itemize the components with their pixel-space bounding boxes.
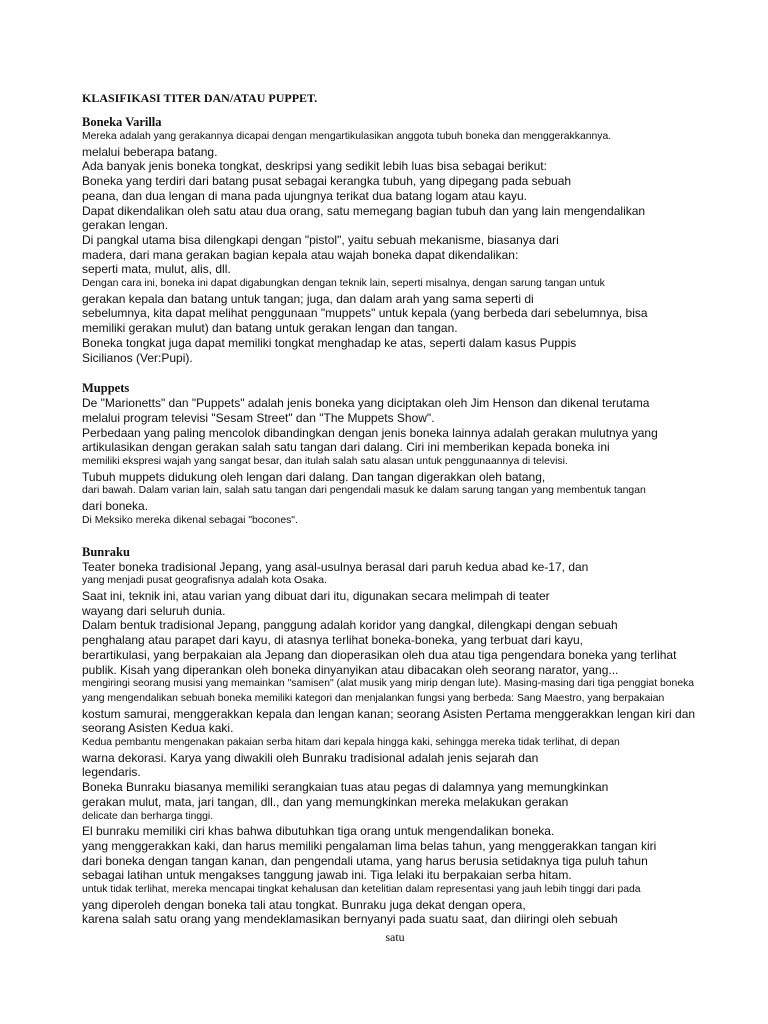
document-title: KLASIFIKASI TITER DAN/ATAU PUPPET.: [82, 91, 318, 105]
paragraph-line: Sicilianos (Ver:Pupi).: [82, 350, 193, 365]
paragraph-line: dari boneka dengan tangan kanan, dan pengendali utama, yang harus berusia setidaknya tiga puluh tahun: [82, 853, 648, 868]
paragraph-line: Dapat dikendalikan oleh satu atau dua orang, satu memegang bagian tubuh dan yang lain mengendalikan: [82, 203, 646, 218]
paragraph-line: seorang Asisten Kedua kaki.: [82, 721, 234, 736]
paragraph-line: mengiringi seorang musisi yang memainkan "samisen" (alat musik yang mirip dengan lute). Masing-masing dari tiga penggiat boneka: [82, 678, 695, 690]
paragraph-line: sebagai latihan untuk mengakses tanggung jawab ini. Tiga lelaki itu berpakaian serba hitam.: [82, 868, 572, 883]
paragraph-line: madera, dari mana gerakan bagian kepala atau wajah boneka dapat dikendalikan:: [82, 247, 519, 262]
paragraph-line: sebelumnya, kita dapat melihat penggunaan "muppets" untuk kepala (yang berbeda dari sebelumnya, bisa: [82, 306, 648, 321]
paragraph-line: melalui program televisi "Sesam Street" dan "The Muppets Show".: [82, 410, 435, 425]
paragraph-line: memiliki ekspresi wajah yang sangat besar, dan itulah salah satu alasan untuk penggunaannya di televisi.: [82, 456, 568, 468]
paragraph-line: Saat ini, teknik ini, atau varian yang dibuat dari itu, digunakan secara melimpah di teater: [82, 588, 550, 603]
paragraph-line: Perbedaan yang paling mencolok dibandingkan dengan jenis boneka lainnya adalah gerakan mulutnya yang: [82, 425, 658, 440]
paragraph-line: wayang dari seluruh dunia.: [82, 603, 226, 618]
paragraph-line: kostum samurai, menggerakkan kepala dan lengan kanan; seorang Asisten Pertama menggerakkan lengan kiri dan: [82, 706, 696, 721]
section-bunraku: [82, 545, 742, 928]
paragraph-line: untuk tidak terlihat, mereka mencapai tingkat kehalusan dan ketelitian dalam representasi yang jauh lebih tinggi dari pada: [82, 884, 641, 896]
section-heading: Bunraku: [82, 544, 130, 559]
paragraph-line: dari boneka.: [82, 499, 149, 514]
paragraph-line: yang mengendalikan sebuah boneka memiliki kategori dan menjalankan fungsi yang berbeda: Sang Maestro, yang berpakaian: [82, 692, 665, 704]
paragraph-line: Dalam bentuk tradisional Jepang, panggung adalah koridor yang dangkal, dilengkapi dengan sebuah: [82, 618, 618, 633]
paragraph-line: seperti mata, mulut, alis, dll.: [82, 262, 231, 277]
paragraph-line: delicate dan berharga tinggi.: [82, 810, 214, 822]
paragraph-line: Dengan cara ini, boneka ini dapat digabungkan dengan teknik lain, seperti misalnya, dengan sarung tangan untuk: [82, 278, 605, 290]
document-body: [82, 91, 742, 927]
section-boneka-varilla: [82, 115, 742, 365]
section-muppets: [82, 381, 742, 528]
paragraph-line: Boneka tongkat juga dapat memiliki tongkat menghadap ke atas, seperti dalam kasus Puppis: [82, 335, 577, 350]
paragraph-line: publik. Kisah yang diperankan oleh boneka dinyanyikan atau dibacakan oleh seorang narator, yang...: [82, 662, 619, 677]
paragraph-line: peana, dan dua lengan di mana pada ujungnya terikat dua batang logam atau kayu.: [82, 188, 528, 203]
paragraph-line: Boneka yang terdiri dari batang pusat sebagai kerangka tubuh, yang dipegang pada sebuah: [82, 174, 572, 189]
paragraph-line: melalui beberapa batang.: [82, 144, 218, 159]
paragraph-line: Di Meksiko mereka dikenal sebagai "bocones".: [82, 514, 298, 526]
paragraph-line: karena salah satu orang yang mendeklamasikan bernyanyi pada suatu saat, dan diiringi oleh sebuah: [82, 912, 618, 927]
paragraph-line: artikulasikan dengan gerakan salah satu tangan dari dalang. Ciri ini memberikan kepada boneka ini: [82, 440, 610, 455]
section-spacer: [82, 529, 742, 545]
paragraph-line: yang diperoleh dengan boneka tali atau tongkat. Bunraku juga dekat dengan opera,: [82, 897, 526, 912]
paragraph-line: yang menjadi pusat geografisnya adalah kota Osaka.: [82, 575, 327, 587]
section-spacer: [82, 365, 742, 381]
paragraph-line: Teater boneka tradisional Jepang, yang asal-usulnya berasal dari paruh kedua abad ke-17, dan: [82, 559, 589, 574]
section-heading: Boneka Varilla: [82, 115, 162, 129]
paragraph-line: Mereka adalah yang gerakannya dicapai dengan mengartikulasikan anggota tubuh boneka dan menggerakkannya.: [82, 131, 612, 142]
paragraph-line: Kedua pembantu mengenakan pakaian serba hitam dari kepala hingga kaki, sehingga mereka tidak terlihat, di depan: [82, 737, 620, 749]
paragraph-line: De "Marionetts" dan "Puppets" adalah jenis boneka yang diciptakan oleh Jim Henson dan dikenal terutama: [82, 396, 650, 411]
paragraph-line: penghalang atau parapet dari kayu, di atasnya terlihat boneka-boneka, yang terbuat dari kayu,: [82, 633, 584, 648]
paragraph-line: Ada banyak jenis boneka tongkat, deskripsi yang sedikit lebih luas bisa sebagai berikut:: [82, 159, 547, 174]
paragraph-line: gerakan kepala dan batang untuk tangan; juga, dan dalam arah yang sama seperti di: [82, 291, 534, 306]
paragraph-line: dari bawah. Dalam varian lain, salah satu tangan dari pengendali masuk ke dalam sarung tangan yang membentuk tangan: [82, 485, 646, 497]
paragraph-line: gerakan lengan.: [82, 218, 169, 233]
page-number: satu: [385, 930, 405, 944]
paragraph-line: Di pangkal utama bisa dilengkapi dengan "pistol", yaitu sebuah mekanisme, biasanya dari: [82, 232, 559, 247]
paragraph-line: El bunraku memiliki ciri khas bahwa dibutuhkan tiga orang untuk mengendalikan boneka.: [82, 824, 555, 839]
paragraph-line: yang menggerakkan kaki, dan harus memiliki pengalaman lima belas tahun, yang menggerakkan tangan kiri: [82, 838, 657, 853]
paragraph-line: Boneka Bunraku biasanya memiliki serangkaian tuas atau pegas di dalamnya yang memungkinkan: [82, 780, 609, 795]
paragraph-line: gerakan mulut, mata, jari tangan, dll., dan yang memungkinkan mereka melakukan gerakan: [82, 794, 569, 809]
paragraph-line: berartikulasi, yang berpakaian ala Jepang dan dioperasikan oleh dua atau tiga pengendara boneka yang terlihat: [82, 647, 677, 662]
paragraph-line: legendaris.: [82, 765, 141, 780]
paragraph-line: Tubuh muppets didukung oleh lengan dari dalang. Dan tangan digerakkan oleh batang,: [82, 469, 546, 484]
section-heading: Muppets: [82, 381, 130, 396]
paragraph-line: memiliki gerakan mulut) dan batang untuk gerakan lengan dan tangan.: [82, 321, 458, 336]
paragraph-line: warna dekorasi. Karya yang diwakili oleh Bunraku tradisional adalah jenis sejarah dan: [82, 750, 539, 765]
